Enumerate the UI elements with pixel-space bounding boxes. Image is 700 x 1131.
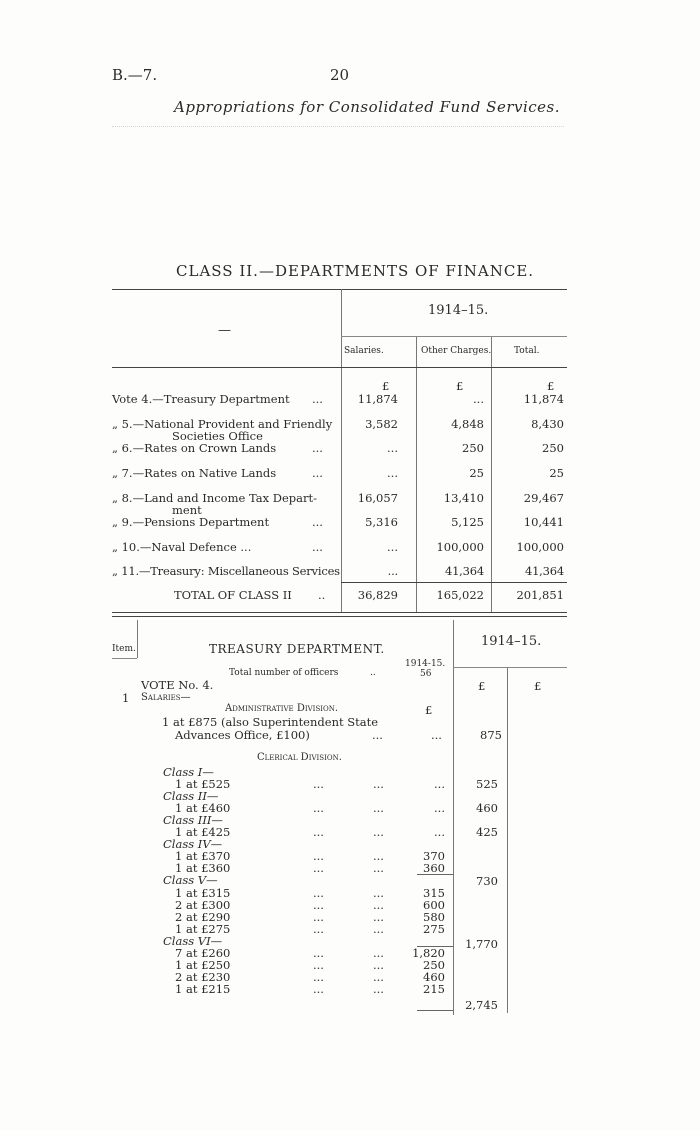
total-label: TOTAL OF CLASS II bbox=[174, 588, 292, 602]
admin-dots: ... bbox=[372, 728, 383, 742]
salary-dots: ... bbox=[313, 945, 324, 960]
class-subtotal: 525 bbox=[476, 777, 498, 791]
item-rule bbox=[112, 658, 137, 659]
amount-column-divider bbox=[507, 668, 508, 1013]
admin-dots: ... bbox=[431, 728, 442, 742]
row-label: „ 8.—Land and Income Tax Depart- bbox=[112, 491, 317, 505]
currency-col1: £ bbox=[478, 679, 486, 693]
table-top-rule bbox=[112, 289, 567, 290]
class-heading: Class I— bbox=[163, 765, 214, 779]
currency-col2: £ bbox=[534, 679, 542, 693]
currency-subcol: £ bbox=[425, 703, 433, 717]
salary-line-value: ... bbox=[434, 825, 445, 840]
row-other: 41,364 bbox=[444, 564, 484, 578]
row-salaries: 11,874 bbox=[357, 392, 398, 406]
salary-dots: ... bbox=[373, 849, 384, 864]
salary-line-value: 275 bbox=[423, 921, 445, 936]
salary-line-value: 460 bbox=[423, 969, 445, 984]
admin-heading: Administrative Division. bbox=[225, 703, 339, 714]
salary-line: 2 at £290 bbox=[175, 909, 231, 924]
officers-label: Total number of officers bbox=[229, 668, 339, 678]
currency-other: £ bbox=[456, 379, 464, 393]
table-dash: — bbox=[218, 323, 231, 338]
year-rule bbox=[341, 336, 567, 337]
salary-line: 1 at £315 bbox=[175, 885, 231, 900]
total-total: 201,851 bbox=[516, 588, 564, 602]
col-header-other: Other Charges. bbox=[421, 346, 492, 356]
page-number: 20 bbox=[330, 66, 350, 84]
salary-line: 1 at £460 bbox=[175, 801, 231, 816]
row-dots: ... bbox=[312, 515, 323, 529]
row-total: 11,874 bbox=[523, 392, 564, 406]
salaries-heading: Salaries— bbox=[141, 692, 191, 703]
subtotal-rule bbox=[341, 582, 567, 583]
total-dots: .. bbox=[318, 588, 326, 602]
total-salaries: 36,829 bbox=[357, 588, 398, 602]
salary-dots: ... bbox=[373, 945, 384, 960]
row-label-continued: Societies Office bbox=[172, 429, 263, 443]
salary-dots: ... bbox=[313, 981, 324, 996]
salary-dots: ... bbox=[313, 801, 324, 816]
salary-dots: ... bbox=[373, 861, 384, 876]
salary-line-value: 1,820 bbox=[412, 945, 445, 960]
officers-dots: .. bbox=[370, 668, 376, 678]
class-subtotal: 2,745 bbox=[465, 998, 498, 1012]
row-total: 29,467 bbox=[523, 491, 564, 505]
class-subtotal: 425 bbox=[476, 825, 498, 839]
salary-line-value: ... bbox=[434, 801, 445, 816]
salary-line: 1 at £215 bbox=[175, 981, 231, 996]
total-other: 165,022 bbox=[436, 588, 484, 602]
salary-line-value: 360 bbox=[423, 861, 445, 876]
salary-line-value: 370 bbox=[423, 849, 445, 864]
salary-dots: ... bbox=[313, 825, 324, 840]
currency-total: £ bbox=[547, 379, 555, 393]
table-row bbox=[112, 564, 567, 580]
class-subtotal: 730 bbox=[476, 874, 498, 888]
row-total: 100,000 bbox=[516, 540, 564, 554]
salary-dots: ... bbox=[373, 957, 384, 972]
salary-line-value: 580 bbox=[423, 909, 445, 924]
salary-line-value: ... bbox=[434, 777, 445, 792]
row-other: 4,848 bbox=[451, 417, 484, 431]
row-salaries: 5,316 bbox=[365, 515, 398, 529]
header-bottom-rule bbox=[112, 367, 567, 368]
table-bottom-rule-double bbox=[112, 616, 567, 617]
salary-line: 1 at £425 bbox=[175, 825, 231, 840]
row-dots: ... bbox=[312, 466, 323, 480]
table-row bbox=[112, 515, 567, 531]
row-salaries: ... bbox=[387, 466, 398, 480]
table-total-row bbox=[112, 588, 567, 604]
officers-count: 56 bbox=[420, 669, 432, 679]
table-year-header: 1914–15. bbox=[428, 303, 489, 318]
col-header-salaries: Salaries. bbox=[344, 346, 384, 356]
salary-dots: ... bbox=[313, 921, 324, 936]
amount-column-divider bbox=[453, 620, 454, 1015]
table-row bbox=[112, 392, 567, 408]
row-total: 41,364 bbox=[524, 564, 564, 578]
year-rule bbox=[453, 667, 567, 668]
salary-dots: ... bbox=[313, 909, 324, 924]
row-label: „ 11.—Treasury: Miscellaneous Services bbox=[112, 564, 340, 578]
row-dots: ... bbox=[312, 392, 323, 406]
class-heading: Class III— bbox=[163, 813, 223, 828]
row-other: 100,000 bbox=[436, 540, 484, 554]
salary-line: 2 at £300 bbox=[175, 897, 231, 912]
row-other: 5,125 bbox=[451, 515, 484, 529]
document-reference: B.—7. bbox=[112, 66, 158, 84]
salary-dots: ... bbox=[373, 777, 384, 792]
row-dots: ... bbox=[312, 540, 323, 554]
salary-dots: ... bbox=[373, 801, 384, 816]
page-subtitle: Appropriations for Consolidated Fund Services. bbox=[174, 98, 561, 116]
salary-line: 1 at £275 bbox=[175, 921, 231, 936]
treasury-year: 1914–15. bbox=[481, 634, 542, 649]
salary-line: 1 at £360 bbox=[175, 861, 231, 876]
row-other: ... bbox=[473, 392, 484, 406]
row-salaries: ... bbox=[387, 441, 398, 455]
salary-dots: ... bbox=[313, 849, 324, 864]
sum-rule bbox=[417, 874, 453, 875]
salary-dots: ... bbox=[373, 981, 384, 996]
salary-dots: ... bbox=[313, 777, 324, 792]
salary-dots: ... bbox=[373, 921, 384, 936]
salary-line: 2 at £230 bbox=[175, 969, 231, 984]
treasury-title: TREASURY DEPARTMENT. bbox=[209, 642, 385, 656]
class-table-title: CLASS II.—DEPARTMENTS OF FINANCE. bbox=[176, 262, 535, 280]
row-total: 8,430 bbox=[531, 417, 564, 431]
admin-line: Advances Office, £100) bbox=[175, 728, 310, 742]
table-row bbox=[112, 441, 567, 457]
salary-dots: ... bbox=[373, 885, 384, 900]
row-salaries: ... bbox=[387, 540, 398, 554]
table-bottom-rule bbox=[112, 612, 567, 613]
class-heading: Class IV— bbox=[163, 837, 223, 852]
item-number: 1 bbox=[122, 691, 130, 705]
row-other: 250 bbox=[462, 441, 484, 455]
row-label-continued: ment bbox=[172, 503, 202, 517]
row-label: „ 10.—Naval Defence ... bbox=[112, 540, 252, 554]
row-other: 13,410 bbox=[443, 491, 484, 505]
salary-dots: ... bbox=[373, 909, 384, 924]
class-heading: Class II— bbox=[163, 789, 219, 804]
row-total: 25 bbox=[549, 466, 564, 480]
col-header-total: Total. bbox=[514, 346, 540, 356]
salary-line-value: 600 bbox=[423, 897, 445, 912]
admin-line: 1 at £875 (also Superintendent State bbox=[162, 715, 379, 729]
clerical-heading: Clerical Division. bbox=[257, 752, 342, 763]
row-salaries: 3,582 bbox=[365, 417, 398, 431]
salary-dots: ... bbox=[373, 825, 384, 840]
item-column-divider bbox=[137, 620, 138, 658]
row-label: „ 7.—Rates on Native Lands bbox=[112, 466, 277, 480]
row-dots: ... bbox=[312, 441, 323, 455]
salary-dots: ... bbox=[313, 969, 324, 984]
item-header: Item. bbox=[112, 644, 136, 654]
salary-line: 1 at £525 bbox=[175, 777, 231, 792]
salary-line: 7 at £260 bbox=[175, 945, 231, 960]
salary-dots: ... bbox=[313, 957, 324, 972]
sum-rule bbox=[417, 1010, 453, 1011]
table-row bbox=[112, 466, 567, 482]
header-rule bbox=[112, 126, 564, 127]
row-label: „ 5.—National Provident and Friendly bbox=[112, 417, 333, 431]
class-subtotal: 1,770 bbox=[465, 937, 498, 951]
currency-salaries: £ bbox=[382, 379, 390, 393]
sum-rule bbox=[417, 946, 453, 947]
class-heading: Class VI— bbox=[163, 933, 223, 948]
salary-dots: ... bbox=[313, 861, 324, 876]
salary-dots: ... bbox=[313, 885, 324, 900]
class-subtotal: 460 bbox=[476, 801, 498, 815]
row-salaries: 16,057 bbox=[357, 491, 398, 505]
salary-line-value: 215 bbox=[423, 981, 445, 996]
salary-dots: ... bbox=[373, 897, 384, 912]
admin-amount: 875 bbox=[480, 728, 502, 742]
row-label: „ 9.—Pensions Department bbox=[112, 515, 270, 529]
table-row bbox=[112, 540, 567, 556]
salary-dots: ... bbox=[313, 897, 324, 912]
row-label: „ 6.—Rates on Crown Lands bbox=[112, 441, 277, 455]
salary-dots: ... bbox=[373, 969, 384, 984]
salary-line-value: 250 bbox=[423, 957, 445, 972]
salary-line-value: 315 bbox=[423, 885, 445, 900]
salary-line: 1 at £250 bbox=[175, 957, 231, 972]
salary-line: 1 at £370 bbox=[175, 849, 231, 864]
row-total: 250 bbox=[542, 441, 564, 455]
class-heading: Class V— bbox=[163, 873, 218, 888]
row-other: 25 bbox=[469, 466, 484, 480]
row-total: 10,441 bbox=[523, 515, 564, 529]
row-salaries: ... bbox=[387, 564, 398, 578]
row-label: Vote 4.—Treasury Department bbox=[112, 392, 290, 406]
vote-label: VOTE No. 4. bbox=[141, 678, 214, 692]
officers-year: 1914-15. bbox=[405, 659, 446, 669]
